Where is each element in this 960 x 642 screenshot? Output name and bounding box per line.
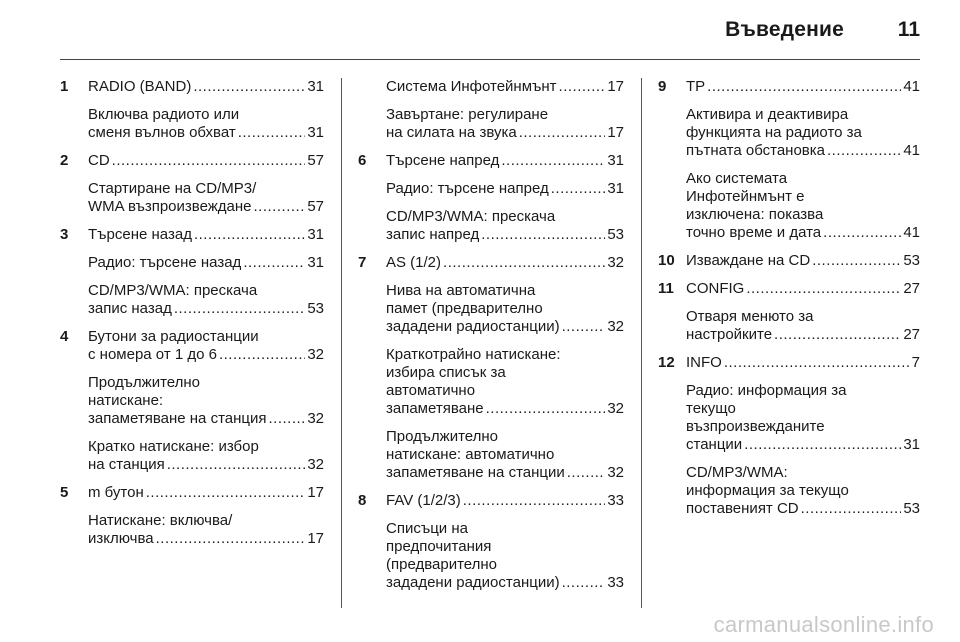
watermark: carmanualsonline.info bbox=[713, 612, 934, 637]
entry-page-ref: 27 bbox=[903, 326, 920, 343]
page-number: 11 bbox=[897, 18, 920, 41]
entry-text: поставеният CD bbox=[686, 500, 799, 517]
index-column-3 bbox=[658, 78, 920, 518]
index-entry bbox=[60, 152, 324, 170]
entry-page-ref: 32 bbox=[607, 254, 624, 271]
dot-leader bbox=[167, 456, 306, 474]
entry-page-ref: 57 bbox=[307, 152, 324, 169]
entry-text: памет (предварително bbox=[386, 300, 543, 317]
entry-text: CD bbox=[88, 152, 110, 169]
entry-text: на силата на звука bbox=[386, 124, 517, 141]
index-entry bbox=[60, 78, 324, 96]
entry-page-ref: 33 bbox=[607, 492, 624, 509]
entry-text: с номера от 1 до 6 bbox=[88, 346, 217, 363]
entry-text: Натискане: включва/ bbox=[88, 512, 233, 529]
dot-leader bbox=[268, 410, 305, 428]
entry-page-ref: 31 bbox=[307, 226, 324, 243]
entry-text: автоматично bbox=[386, 382, 476, 399]
index-entry bbox=[60, 484, 324, 502]
index-entry bbox=[658, 170, 920, 242]
page-header bbox=[0, 16, 960, 52]
dot-leader bbox=[174, 300, 305, 318]
dot-leader bbox=[812, 252, 901, 270]
index-entry bbox=[60, 106, 324, 142]
entry-text: CD/MP3/WMA: прескача bbox=[88, 282, 258, 299]
index-entry bbox=[60, 282, 324, 318]
entry-page-ref: 53 bbox=[903, 500, 920, 517]
dot-leader bbox=[238, 124, 306, 142]
entry-text: изключва bbox=[88, 530, 154, 547]
entry-text: Търсене назад bbox=[88, 226, 192, 243]
dot-leader bbox=[463, 492, 606, 510]
index-entry bbox=[60, 512, 324, 548]
dot-leader bbox=[823, 224, 901, 242]
dot-leader bbox=[801, 500, 902, 518]
entry-text: FAV (1/2/3) bbox=[386, 492, 461, 509]
entry-page-ref: 32 bbox=[307, 456, 324, 473]
entry-text: TP bbox=[686, 78, 706, 95]
entry-text: Радио: информация за bbox=[686, 382, 847, 399]
entry-text: запис напред bbox=[386, 226, 480, 243]
entry-number: 8 bbox=[358, 492, 367, 509]
header-divider bbox=[60, 59, 920, 60]
entry-page-ref: 57 bbox=[307, 198, 324, 215]
dot-leader bbox=[724, 354, 910, 372]
dot-leader bbox=[562, 318, 606, 336]
entry-text: CONFIG bbox=[686, 280, 745, 297]
dot-leader bbox=[193, 78, 305, 96]
entry-text: (предварително bbox=[386, 556, 498, 573]
entry-page-ref: 41 bbox=[903, 224, 920, 241]
entry-page-ref: 31 bbox=[903, 436, 920, 453]
entry-text: Продължително bbox=[88, 374, 201, 391]
entry-number: 12 bbox=[658, 354, 675, 371]
entry-text: Стартиране на CD/MP3/ bbox=[88, 180, 257, 197]
entry-text: Включва радиото или bbox=[88, 106, 240, 123]
entry-text: Продължително bbox=[386, 428, 499, 445]
entry-page-ref: 17 bbox=[607, 124, 624, 141]
entry-text: на станция bbox=[88, 456, 165, 473]
dot-leader bbox=[562, 574, 606, 592]
dot-leader bbox=[194, 226, 305, 244]
index-entry bbox=[60, 374, 324, 428]
dot-leader bbox=[501, 152, 605, 170]
index-entry bbox=[658, 354, 920, 372]
page-title: Въведение bbox=[725, 18, 844, 41]
entry-page-ref: 32 bbox=[307, 346, 324, 363]
entry-page-ref: 32 bbox=[607, 464, 624, 481]
dot-leader bbox=[443, 254, 605, 272]
entry-page-ref: 32 bbox=[607, 318, 624, 335]
entry-page-ref: 31 bbox=[607, 152, 624, 169]
dot-leader bbox=[219, 346, 305, 364]
entry-page-ref: 41 bbox=[903, 142, 920, 159]
entry-text: Радио: търсене напред bbox=[386, 180, 549, 197]
entry-text: AS (1/2) bbox=[386, 254, 442, 271]
entry-text: Краткотрайно натискане: bbox=[386, 346, 561, 363]
entry-page-ref: 27 bbox=[903, 280, 920, 297]
index-entry bbox=[658, 252, 920, 270]
entry-text: зададени радиостанции) bbox=[386, 318, 560, 335]
entry-text: Бутони за радиостанции bbox=[88, 328, 259, 345]
entry-text: настройките bbox=[686, 326, 773, 343]
entry-text: Ако системата bbox=[686, 170, 788, 187]
entry-page-ref: 17 bbox=[307, 530, 324, 547]
entry-number: 9 bbox=[658, 78, 667, 95]
entry-text: станции bbox=[686, 436, 743, 453]
entry-text: Система Инфотейнмънт bbox=[386, 78, 557, 95]
entry-number: 7 bbox=[358, 254, 367, 271]
index-entry bbox=[658, 280, 920, 298]
entry-text: запис назад bbox=[88, 300, 172, 317]
entry-text: Инфотейнмънт е bbox=[686, 188, 805, 205]
dot-leader bbox=[254, 198, 306, 216]
entry-page-ref: 53 bbox=[307, 300, 324, 317]
dot-leader bbox=[519, 124, 606, 142]
entry-text: CD/MP3/WMA: прескача bbox=[386, 208, 556, 225]
entry-page-ref: 17 bbox=[607, 78, 624, 95]
dot-leader bbox=[827, 142, 901, 160]
index-entry bbox=[358, 520, 624, 592]
entry-page-ref: 41 bbox=[903, 78, 920, 95]
dot-leader bbox=[774, 326, 901, 344]
entry-text: WMA възпроизвеждане bbox=[88, 198, 252, 215]
index-entry bbox=[358, 180, 624, 198]
entry-text: Отваря менюто за bbox=[686, 308, 814, 325]
entry-page-ref: 31 bbox=[307, 254, 324, 271]
entry-page-ref: 53 bbox=[607, 226, 624, 243]
dot-leader bbox=[481, 226, 605, 244]
dot-leader bbox=[567, 464, 606, 482]
dot-leader bbox=[112, 152, 306, 170]
entry-page-ref: 31 bbox=[607, 180, 624, 197]
entry-number: 11 bbox=[658, 280, 674, 297]
index-entry bbox=[658, 464, 920, 518]
entry-text: изключена: показва bbox=[686, 206, 824, 223]
entry-text: зададени радиостанции) bbox=[386, 574, 560, 591]
index-entry bbox=[60, 226, 324, 244]
dot-leader bbox=[746, 280, 901, 298]
entry-text: Списъци на bbox=[386, 520, 468, 537]
index-entry bbox=[358, 428, 624, 482]
entry-page-ref: 17 bbox=[307, 484, 324, 501]
column-divider-1 bbox=[341, 78, 342, 608]
entry-text: Изваждане на CD bbox=[686, 252, 811, 269]
entry-page-ref: 31 bbox=[307, 78, 324, 95]
entry-number: 10 bbox=[658, 252, 675, 269]
dot-leader bbox=[559, 78, 606, 96]
index-entry bbox=[358, 78, 624, 96]
index-column-1 bbox=[60, 78, 324, 548]
index-entry bbox=[358, 208, 624, 244]
entry-text: Нива на автоматична bbox=[386, 282, 536, 299]
dot-leader bbox=[486, 400, 606, 418]
entry-number: 6 bbox=[358, 152, 367, 169]
column-divider-2 bbox=[641, 78, 642, 608]
entry-page-ref: 7 bbox=[911, 354, 920, 371]
entry-text: INFO bbox=[686, 354, 722, 371]
entry-text: пътната обстановка bbox=[686, 142, 826, 159]
entry-number: 2 bbox=[60, 152, 69, 169]
entry-text: текущо bbox=[686, 400, 736, 417]
entry-text: информация за текущо bbox=[686, 482, 849, 499]
index-entry bbox=[358, 346, 624, 418]
entry-text: Кратко натискане: избор bbox=[88, 438, 259, 455]
entry-number: 1 bbox=[60, 78, 69, 95]
entry-text: натискане: автоматично bbox=[386, 446, 555, 463]
entry-text: Търсене напред bbox=[386, 152, 500, 169]
entry-text: функцията на радиото за bbox=[686, 124, 862, 141]
dot-leader bbox=[156, 530, 306, 548]
entry-text: Радио: търсене назад bbox=[88, 254, 242, 271]
entry-page-ref: 32 bbox=[607, 400, 624, 417]
entry-page-ref: 32 bbox=[307, 410, 324, 427]
entry-number: 5 bbox=[60, 484, 69, 501]
entry-page-ref: 53 bbox=[903, 252, 920, 269]
entry-text: предпочитания bbox=[386, 538, 492, 555]
index-entry bbox=[658, 78, 920, 96]
entry-number: 3 bbox=[60, 226, 69, 243]
entry-text: Активира и деактивира bbox=[686, 106, 849, 123]
index-entry bbox=[60, 254, 324, 272]
entry-text: Завъртане: регулиране bbox=[386, 106, 549, 123]
entry-page-ref: 31 bbox=[307, 124, 324, 141]
entry-text: CD/MP3/WMA: bbox=[686, 464, 788, 481]
index-entry bbox=[60, 180, 324, 216]
entry-text: избира списък за bbox=[386, 364, 506, 381]
index-entry bbox=[358, 254, 624, 272]
index-entry bbox=[658, 308, 920, 344]
dot-leader bbox=[744, 436, 901, 454]
dot-leader bbox=[707, 78, 901, 96]
dot-leader bbox=[146, 484, 306, 502]
entry-text: m бутон bbox=[88, 484, 144, 501]
entry-text: запаметяване bbox=[386, 400, 484, 417]
entry-text: запаметяване на станция bbox=[88, 410, 267, 427]
index-entry bbox=[358, 106, 624, 142]
index-entry bbox=[358, 152, 624, 170]
entry-text: сменя вълнов обхват bbox=[88, 124, 236, 141]
index-entry bbox=[60, 328, 324, 364]
entry-number: 4 bbox=[60, 328, 69, 345]
index-entry bbox=[358, 492, 624, 510]
index-column-2 bbox=[358, 78, 624, 592]
index-entry bbox=[658, 106, 920, 160]
entry-text: RADIO (BAND) bbox=[88, 78, 192, 95]
entry-text: възпроизвежданите bbox=[686, 418, 825, 435]
entry-page-ref: 33 bbox=[607, 574, 624, 591]
index-entry bbox=[658, 382, 920, 454]
entry-text: натискане: bbox=[88, 392, 164, 409]
entry-text: запаметяване на станции bbox=[386, 464, 565, 481]
dot-leader bbox=[243, 254, 305, 272]
dot-leader bbox=[551, 180, 606, 198]
entry-text: точно време и дата bbox=[686, 224, 822, 241]
index-entry bbox=[60, 438, 324, 474]
index-entry bbox=[358, 282, 624, 336]
